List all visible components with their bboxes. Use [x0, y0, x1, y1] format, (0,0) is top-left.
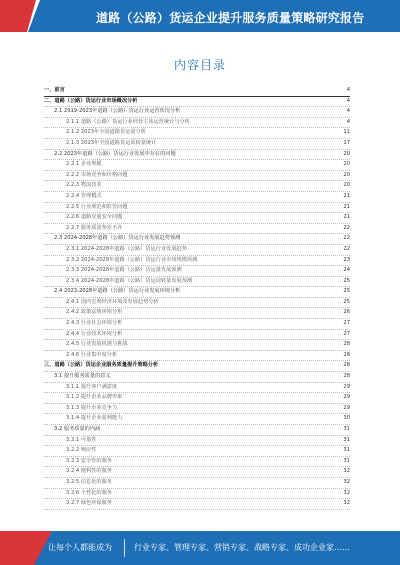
toc-entry-title: 3.1.2 提升企业品牌形象 [66, 393, 124, 403]
toc-entry[interactable] [44, 340, 350, 351]
report-header [0, 0, 400, 36]
toc-entry[interactable] [44, 128, 350, 139]
toc-entry[interactable] [44, 86, 350, 97]
toc-entry[interactable] [44, 224, 350, 235]
toc-entry-page: 28 [341, 361, 350, 371]
toc-entry[interactable] [44, 181, 350, 192]
toc-entry-page: 27 [341, 330, 350, 340]
toc-entry[interactable] [44, 457, 350, 468]
toc-entry-title: 3.2.5 信息化的服务 [66, 478, 114, 488]
toc-entry[interactable] [44, 97, 350, 108]
report-title: 道路（公路）货运企业提升服务质量策略研究报告 [96, 11, 365, 25]
toc-entry[interactable] [44, 287, 350, 298]
toc-entry[interactable] [44, 393, 350, 404]
report-footer [0, 531, 400, 565]
toc-entry[interactable] [44, 139, 350, 150]
toc-entry-title: 3.1 提升服务质量的意义 [54, 372, 113, 382]
toc-entry[interactable] [44, 160, 350, 171]
toc-entry-title: 2.2.7 服务质量参差不齐 [66, 224, 124, 234]
toc-entry[interactable] [44, 245, 350, 256]
toc-entry-title: 3.2 服务质量的内涵 [54, 425, 102, 435]
toc-entry-title: 2.4.6 行业集中度分析 [66, 351, 119, 361]
toc-entry-title: 2.4.4 行业技术环境分析 [66, 330, 124, 340]
toc-entry-title: 2.2.6 道路交通安全问题 [66, 213, 124, 223]
toc-entry-page: 28 [341, 340, 350, 350]
toc-heading: 内容目录 [173, 58, 226, 72]
toc-entry-page: 20 [341, 160, 350, 170]
toc-entry[interactable] [44, 192, 350, 203]
toc-entry-page: 30 [341, 414, 350, 424]
toc-entry[interactable] [44, 277, 350, 288]
toc-entry-page: 4 [345, 107, 350, 117]
toc-entry-title: 2.4.1 国内宏观经济环境及发展趋势分析 [66, 298, 161, 308]
toc-entry-page: 25 [341, 277, 350, 287]
toc-entry-title: 2.4.2 政策法规环境分析 [66, 308, 124, 318]
toc-entry-title: 2.4.5 行业发展机遇与挑战 [66, 340, 130, 350]
toc-entry[interactable] [44, 107, 350, 118]
toc-entry[interactable] [44, 298, 350, 309]
toc-entry-title: 2.3 2024-2028年道路（公路）货运行业发展趋势预测 [54, 234, 182, 244]
toc-entry-page: 21 [341, 213, 350, 223]
toc-entry[interactable] [44, 361, 350, 372]
toc-entry-page: 24 [341, 266, 350, 276]
toc-entry-page: 4 [345, 86, 350, 96]
toc-entry[interactable] [44, 351, 350, 362]
toc-entry-title: 3.1.1 提升客户满意度 [66, 383, 119, 393]
toc-entry-page: 22 [341, 245, 350, 255]
toc-entry-title: 2.3.1 2024-2028年道路（公路）货运行业发展趋势 [66, 245, 189, 255]
toc-entry[interactable] [44, 213, 350, 224]
toc-entry-page: 25 [341, 287, 350, 297]
toc-entry-page: 32 [341, 467, 350, 477]
toc-entry-title: 2.2.4 管理模式 [66, 192, 104, 202]
toc-entry-page: 22 [341, 234, 350, 244]
toc-entry[interactable] [44, 446, 350, 457]
toc-entry-page: 29 [341, 383, 350, 393]
toc-entry-page: 26 [341, 308, 350, 318]
table-of-contents [44, 86, 350, 510]
toc-entry[interactable] [44, 118, 350, 129]
toc-entry-title: 三、道路（公路）货运企业服务质量提升策略分析 [44, 361, 160, 371]
toc-entry-title: 2.2.1 企业规模 [66, 160, 104, 170]
toc-entry[interactable] [44, 308, 350, 319]
toc-entry-page: 25 [341, 298, 350, 308]
toc-entry[interactable] [44, 478, 350, 489]
toc-entry-title: 2.4 2023-2028年道路（公路）货运行业发展环境分析 [54, 287, 182, 297]
toc-entry-title: 2.2.5 行业规范和监管问题 [66, 203, 130, 213]
toc-entry-page: 28 [341, 372, 350, 382]
toc-entry[interactable] [44, 489, 350, 500]
toc-entry-page: 23 [341, 256, 350, 266]
toc-entry-page: 31 [341, 425, 350, 435]
toc-entry-page: 4 [345, 118, 350, 128]
toc-entry-page: 17 [341, 139, 350, 149]
toc-entry-title: 3.2.7 绿色环保服务 [66, 499, 114, 509]
toc-entry[interactable] [44, 150, 350, 161]
toc-entry-page: 21 [341, 192, 350, 202]
toc-entry-page: 20 [341, 150, 350, 160]
toc-entry-title: 3.2.4 便利性的服务 [66, 467, 114, 477]
toc-entry-title: 2.3.3 2024-2028年道路（公路）货运量发展预测 [66, 266, 184, 276]
toc-entry-page: 31 [341, 457, 350, 467]
toc-entry-title: 2.3.2 2024-2028年道路（公路）货运行业市场规模预测 [66, 256, 199, 266]
toc-entry-page: 32 [341, 478, 350, 488]
toc-entry-page: 4 [345, 97, 350, 107]
toc-entry-title: 2.3.4 2024-2028年道路（公路）货运周转量发展预测 [66, 277, 194, 287]
toc-entry-title: 2.2.2 市场竞争和价格问题 [66, 171, 130, 181]
toc-entry-title: 2.2.3 物流技术 [66, 181, 104, 191]
toc-entry-page: 29 [341, 404, 350, 414]
toc-entry-page: 11 [341, 128, 350, 138]
toc-entry[interactable] [44, 467, 350, 478]
toc-entry[interactable] [44, 266, 350, 277]
toc-entry[interactable] [44, 404, 350, 415]
toc-entry-title: 2.1.2 2023年全国道路货运量分析 [66, 128, 148, 138]
toc-entry-page: 32 [341, 499, 350, 509]
toc-entry-page: 32 [341, 489, 350, 499]
toc-entry[interactable] [44, 319, 350, 330]
toc-entry[interactable] [44, 234, 350, 245]
toc-entry[interactable] [44, 383, 350, 394]
toc-entry-page: 31 [341, 446, 350, 456]
toc-entry-page: 20 [341, 171, 350, 181]
toc-entry-title: 3.1.3 提升企业竞争力 [66, 404, 119, 414]
toc-entry-title: 3.2.1 可靠性 [66, 436, 98, 446]
toc-entry-page: 21 [341, 203, 350, 213]
toc-entry[interactable] [44, 499, 350, 510]
toc-entry-title: 3.2.6 个性化的服务 [66, 489, 114, 499]
toc-entry-page: 28 [341, 351, 350, 361]
toc-entry-title: 一、前言 [44, 86, 67, 96]
footer-divider [124, 539, 125, 557]
toc-entry-page: 22 [341, 224, 350, 234]
toc-entry-title: 3.1.4 提升企业盈利能力 [66, 414, 124, 424]
footer-slogan-right: 行业专家、管理专家、营销专家、战略专家、成功企业家…… [134, 543, 350, 552]
toc-entry-title: 2.4.3 行业社会环境分析 [66, 319, 124, 329]
toc-entry[interactable] [44, 203, 350, 214]
toc-entry[interactable] [44, 372, 350, 383]
toc-entry-title: 二、道路（公路）货运行业市场概况分析 [44, 97, 139, 107]
toc-entry[interactable] [44, 256, 350, 267]
toc-entry-page: 20 [341, 181, 350, 191]
toc-entry[interactable] [44, 330, 350, 341]
toc-entry-title: 3.2.3 安全性的服务 [66, 457, 114, 467]
toc-entry[interactable] [44, 414, 350, 425]
toc-entry-page: 27 [341, 319, 350, 329]
toc-entry-title: 2.1 2019-2023年道路（公路）货运行业运营状况分析 [54, 107, 182, 117]
footer-slogan-left: 让每个人都能成为 [48, 543, 112, 552]
toc-entry-title: 3.2.2 响应性 [66, 446, 98, 456]
toc-entry[interactable] [44, 436, 350, 447]
toc-entry[interactable] [44, 425, 350, 436]
toc-entry-title: 2.1.3 2023年全国道路货运周转量统计 [66, 139, 158, 149]
toc-entry-title: 2.1.1 道路（公路）货运行业经营主体运营统计与分析 [66, 118, 192, 128]
toc-entry-page: 31 [341, 436, 350, 446]
toc-entry-title: 2.2 2023年道路（公路）货运行业发展中存在的问题 [54, 150, 178, 160]
toc-entry-page: 29 [341, 393, 350, 403]
toc-entry[interactable] [44, 171, 350, 182]
